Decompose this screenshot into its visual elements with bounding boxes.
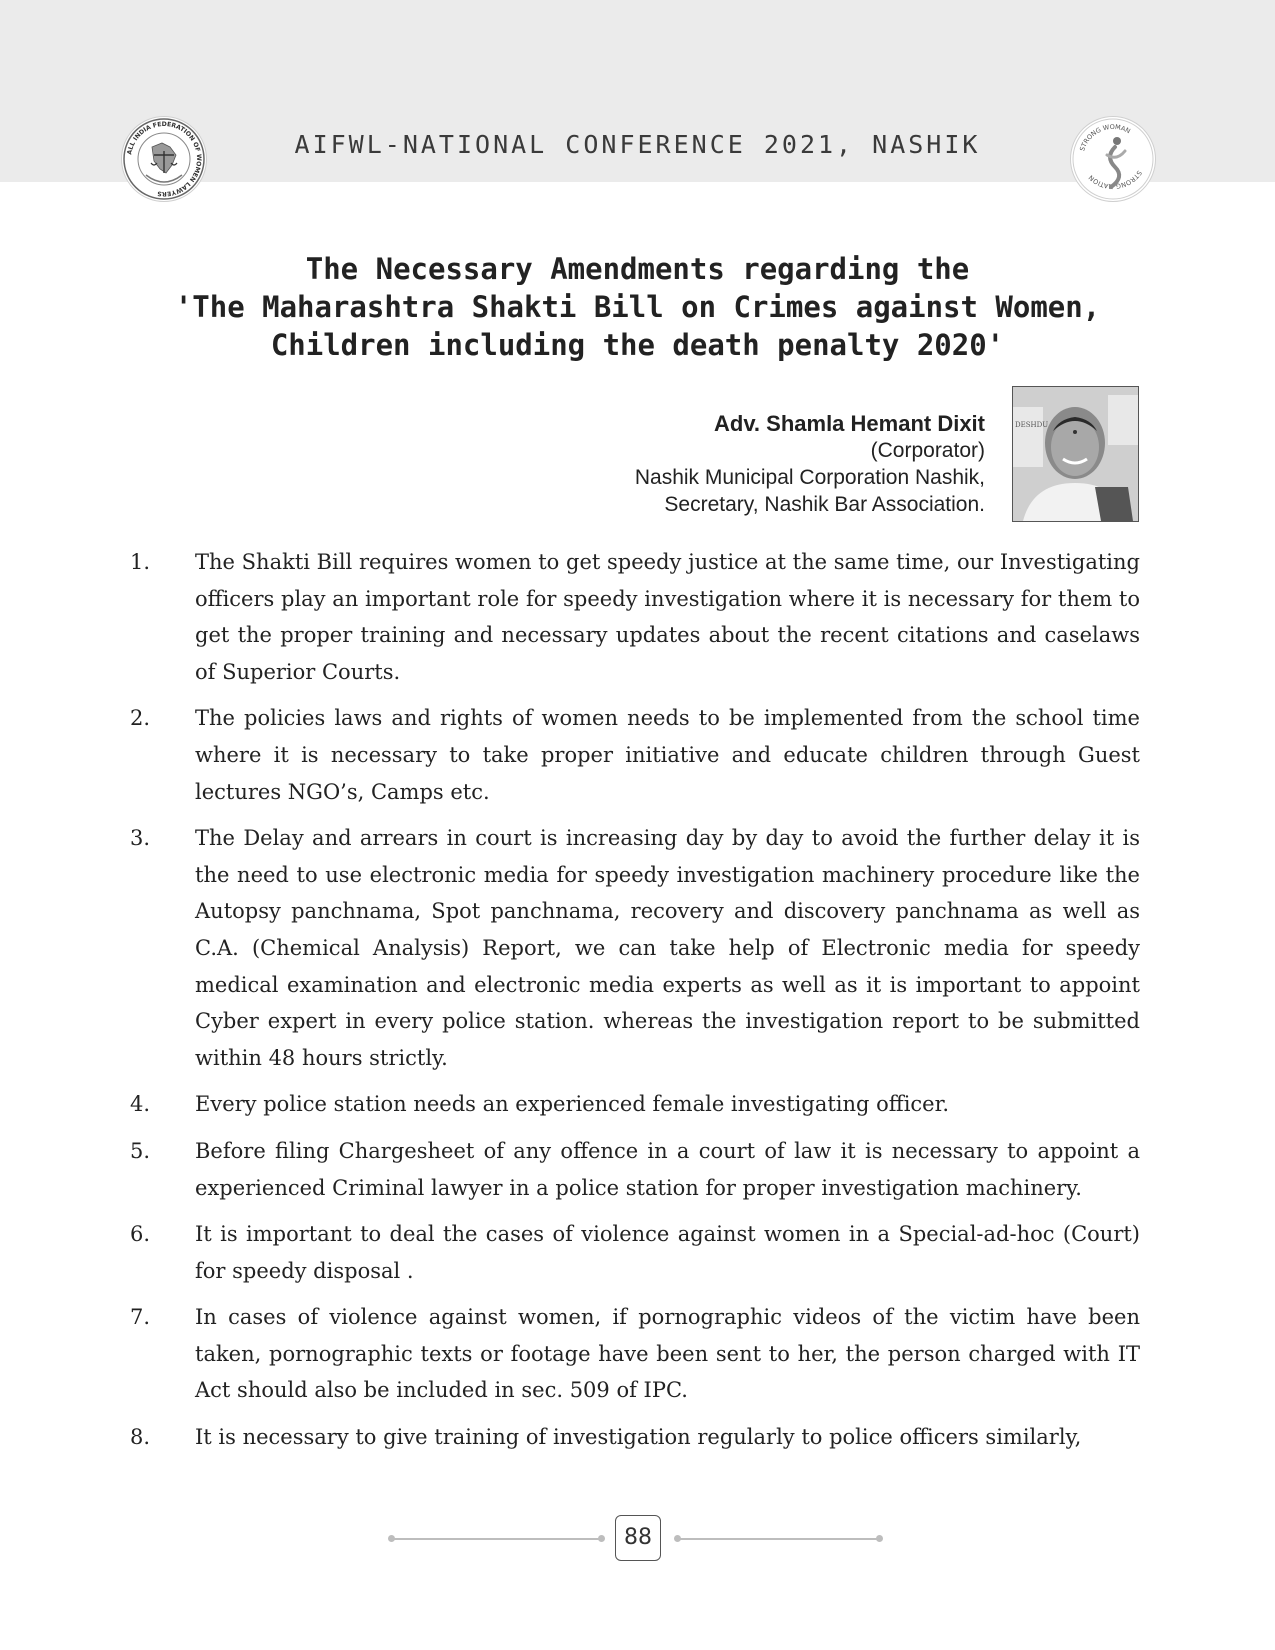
article-title: [100, 250, 1175, 364]
footer-rule-right: [678, 1538, 878, 1540]
list-item-text: Before filing Chargesheet of any offence in a court of law it is necessary to appoint a experienced Criminal lawyer in a police station for proper investigation machinery.: [195, 1138, 1140, 1200]
article-title-line-2: 'The Maharashtra Shakti Bill on Crimes against Women,: [174, 290, 1101, 324]
list-item: [130, 1216, 1140, 1289]
strong-woman-logo-icon: [1070, 116, 1156, 202]
list-item-text: It is important to deal the cases of violence against women in a Special-ad-hoc (Court) for speedy disposal .: [195, 1222, 1140, 1283]
author-position: Secretary, Nashik Bar Association.: [664, 493, 985, 516]
list-item-number: 4.: [130, 1092, 151, 1117]
footer-rule-left: [392, 1538, 602, 1540]
list-item: [130, 1133, 1140, 1206]
list-item-text: The Delay and arrears in court is increasing day by day to avoid the further delay it is the need to use electronic media for speedy investigation machinery procedure like the Autopsy panchnama, Spot panchnama, recovery and discovery panchnama as well as C.A. (Chemical Analysis) Report, we can take help of Electronic media for speedy medical examination and electronic media experts as well as it is important to appoint Cyber expert in every police station. whereas the investigation report to be submitted within 48 hours strictly.: [195, 826, 1140, 1070]
aifwl-logo-icon: [121, 116, 207, 202]
list-item-text: The Shakti Bill requires women to get speedy justice at the same time, our Investigating officers play an important role for speedy investigation where it is necessary for them to get the proper training and necessary updates about the recent citations and caselaws of Superior Courts.: [195, 550, 1140, 684]
list-item: [130, 1299, 1140, 1409]
article-title-line-3: Children including the death penalty 2020': [270, 328, 1005, 362]
page-footer: [388, 1515, 888, 1563]
author-name: Adv. Shamla Hemant Dixit: [714, 411, 985, 436]
list-item-number: 7.: [130, 1305, 151, 1330]
list-item-text: Every police station needs an experienced female investigating officer.: [195, 1092, 950, 1117]
list-item-text: In cases of violence against women, if pornographic videos of the victim have been taken, pornographic texts or footage have been sent to her, the person charged with IT Act should also be included in sec. 509 of IPC.: [195, 1305, 1140, 1403]
page-number: 88: [615, 1515, 661, 1561]
woman-figure-emblem-icon: [1071, 117, 1155, 201]
right-logo-ring-text-top: STRONG WOMAN: [1078, 122, 1132, 153]
article-title-line-1: The Necessary Amendments regarding the: [305, 252, 970, 286]
author-organization: Nashik Municipal Corporation Nashik,: [634, 466, 985, 489]
list-item-text: It is necessary to give training of investigation regularly to police officers similarly,: [195, 1425, 1082, 1450]
amendment-points-list: [130, 544, 1140, 1466]
conference-header-title: AIFWL-NATIONAL CONFERENCE 2021, NASHIK: [294, 130, 981, 159]
list-item: [130, 700, 1140, 810]
author-role: (Corporator): [870, 439, 985, 462]
list-item-number: 6.: [130, 1222, 151, 1247]
footer-dot-right: [876, 1535, 883, 1542]
list-item: [130, 544, 1140, 690]
author-portrait-icon: [1013, 387, 1138, 521]
list-item-number: 1.: [130, 550, 151, 574]
list-item-number: 2.: [130, 706, 151, 731]
list-item-number: 8.: [130, 1425, 151, 1450]
right-logo-ring-text-bottom: STRONG NATION: [1087, 169, 1144, 191]
list-item-number: 5.: [130, 1138, 151, 1163]
list-item-text: The policies laws and rights of women needs to be implemented from the school time where it is necessary to take proper initiative and educate children through Guest lectures NGO’s, Camps etc.: [195, 706, 1140, 804]
footer-dot-inner-left: [598, 1535, 605, 1542]
left-logo-ring-text: ALL INDIA FEDERATION OF WOMEN LAWYERS: [126, 120, 203, 198]
list-item: [130, 820, 1140, 1076]
author-block: [635, 410, 985, 518]
photo-banner-text: DESHDU: [1015, 421, 1049, 429]
author-photo: [1012, 386, 1139, 522]
list-item-number: 3.: [130, 826, 151, 851]
list-item: [130, 1086, 1140, 1123]
list-item: [130, 1419, 1140, 1456]
